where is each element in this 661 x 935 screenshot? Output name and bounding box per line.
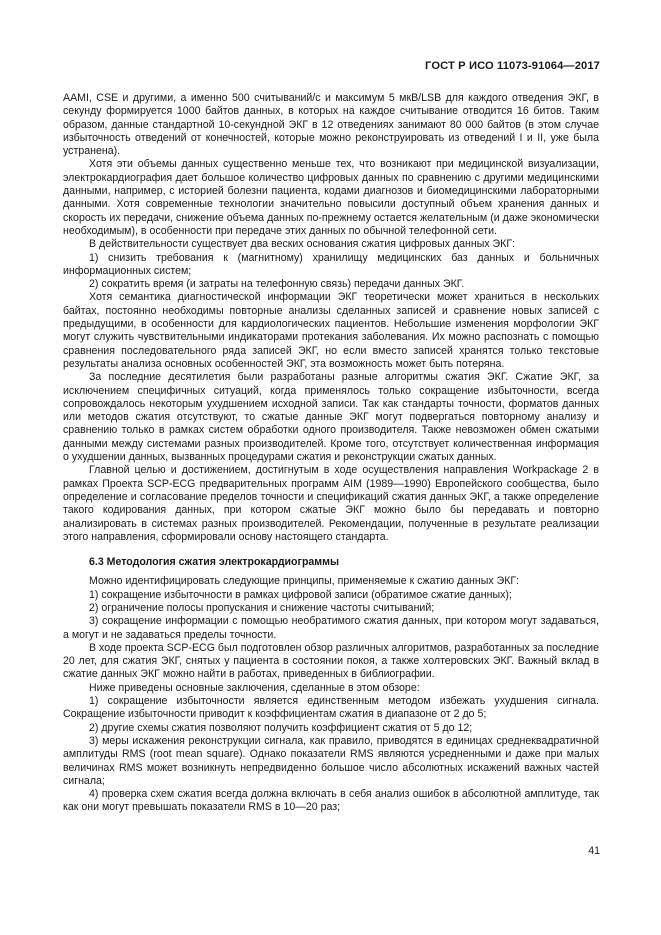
paragraph: Хотя семантика диагностической информации ЭКГ теоретически может храниться в нескольких байтах, постоянно необходимы повторные анализы сделанных записей и сравнение новых записей с предыдущими, в особенности для кардиологических пациентов. Небольшие изменения морфологии ЭКГ могут служить чувствительными индикаторами протекания заболевания. Их можно распознать с помощью сравнения последовательного ряда записей ЭКГ, но если вместо записей хранятся только текстовые результаты анализа основных особенностей ЭКГ, эта возможность может быть потеряна. bbox=[63, 291, 599, 370]
list-item: 2) сократить время (и затраты на телефонную связь) передачи данных ЭКГ. bbox=[89, 278, 465, 291]
standard-header: ГОСТ Р ИСО 11073-91064—2017 bbox=[425, 60, 600, 72]
paragraph: Главной целью и достижением, достигнутым в ходе осуществления направления Workpackage 2 в рамках Проекта SCP-ECG предварительных программ AIM (1989—1990) Европейского сообщества, было определение и согласование пределов точности и спецификаций сжатия данных ЭКГ, а также определение такого кодирования данных, при котором сжатые ЭКГ можно было бы передавать и повторно анализировать в системах разных производителей. Рекомендации, полученные в результате реализации этого направления, сформировали основу настоящего стандарта. bbox=[63, 464, 599, 543]
paragraph: Хотя эти объемы данных существенно меньше тех, что возникают при медицинской визуализации, электрокардиография дает большое количество цифровых данных по сравнению с другими медицинскими данными, например, с историей болезни пациента, кодами диагнозов и биомедицинскими лабораторными данными. Хотя современные технологии значительно повысили доступный объем хранения данных и скорость их передачи, снижение объема данных по-прежнему остается желательным (и даже экономически необходимым), в особенности при передаче этих данных по обычной телефонной сети. bbox=[63, 158, 599, 237]
page-number: 41 bbox=[588, 845, 600, 857]
list-item: 3) меры искажения реконструкции сигнала, как правило, приводятся в единицах среднеквадратичной амплитуды RMS (root mean square). Однако показатели RMS являются усредненными и даже при малых величинах RMS может возникнуть непредвиденно большое число абсолютных искажений важных частей сигнала; bbox=[63, 734, 599, 787]
list-item: 1) снизить требования к (магнитному) хранилищу медицинских баз данных и больничных информационных систем; bbox=[63, 251, 599, 277]
list-item: 1) сокращение избыточности является единственным методом избежать ухудшения сигнала. Сокращение избыточности приводит к коэффициентам сжатия в диапазоне от 2 до 5; bbox=[63, 695, 599, 721]
paragraph: В действительности существует два веских основания сжатия цифровых данных ЭКГ: bbox=[89, 238, 516, 251]
document-body bbox=[63, 92, 599, 815]
paragraph: В ходе проекта SCP-ECG был подготовлен обзор различных алгоритмов, разработанных за последние 20 лет, для сжатия ЭКГ, снятых у пациента в состоянии покоя, а также холтеровских ЭКГ. Важный вклад в сжатие данных ЭКГ можно найти в работах, приведенных в библиографии. bbox=[63, 641, 599, 681]
paragraph: Можно идентифицировать следующие принципы, применяемые к сжатию данных ЭКГ: bbox=[89, 575, 520, 588]
list-item: 4) проверка схем сжатия всегда должна включать в себя анализ ошибок в абсолютной амплитуде, так как они могут превышать показатели RMS в 10—20 раз; bbox=[63, 788, 599, 814]
paragraph: Ниже приведены основные заключения, сделанные в этом обзоре: bbox=[89, 681, 420, 694]
section-heading: 6.3 Методология сжатия электрокардиограммы bbox=[89, 556, 340, 569]
list-item: 3) сокращение информации с помощью необратимого сжатия данных, при котором могут задаваться, а могут и не задаваться пределы точности. bbox=[63, 615, 599, 641]
paragraph: AAMI, CSE и другими, а именно 500 считываний/с и максимум 5 мкВ/LSB для каждого отведения ЭКГ, в секунду формируется 1000 байтов данных, в которых на каждое считывание отводится 16 битов. Таким образом, данные стандартной 10-секундной ЭКГ в 12 отведениях занимают 80 000 байтов (в этом случае избыточность отведений от конечностей, которые можно реконструировать из отведений I и II, уже была устранена). bbox=[63, 92, 599, 158]
list-item: 1) сокращение избыточности в рамках цифровой записи (обратимое сжатие данных); bbox=[89, 588, 512, 601]
paragraph: За последние десятилетия были разработаны разные алгоритмы сжатия ЭКГ. Сжатие ЭКГ, за исключением специфичных ситуаций, когда применялось только сокращение избыточности, всегда сопровождалось некоторым ухудшением исходной записи. Так как стандарты точности, форматов данных или методов сжатия отсутствуют, то сжатые данные ЭКГ могут подвергаться повторному анализу и сравнению только в рамках систем обработки одного производителя. Также невозможен обмен сжатыми данными между системами разных производителей. Кроме того, отсутствует количественная информация о ухудшении данных, вызванных процедурами сжатия и реконструкции сжатых данных. bbox=[63, 371, 599, 464]
list-item: 2) другие схемы сжатия позволяют получить коэффициент сжатия от 5 до 12; bbox=[89, 721, 473, 734]
list-item: 2) ограничение полосы пропускания и снижение частоты считываний; bbox=[89, 601, 435, 614]
